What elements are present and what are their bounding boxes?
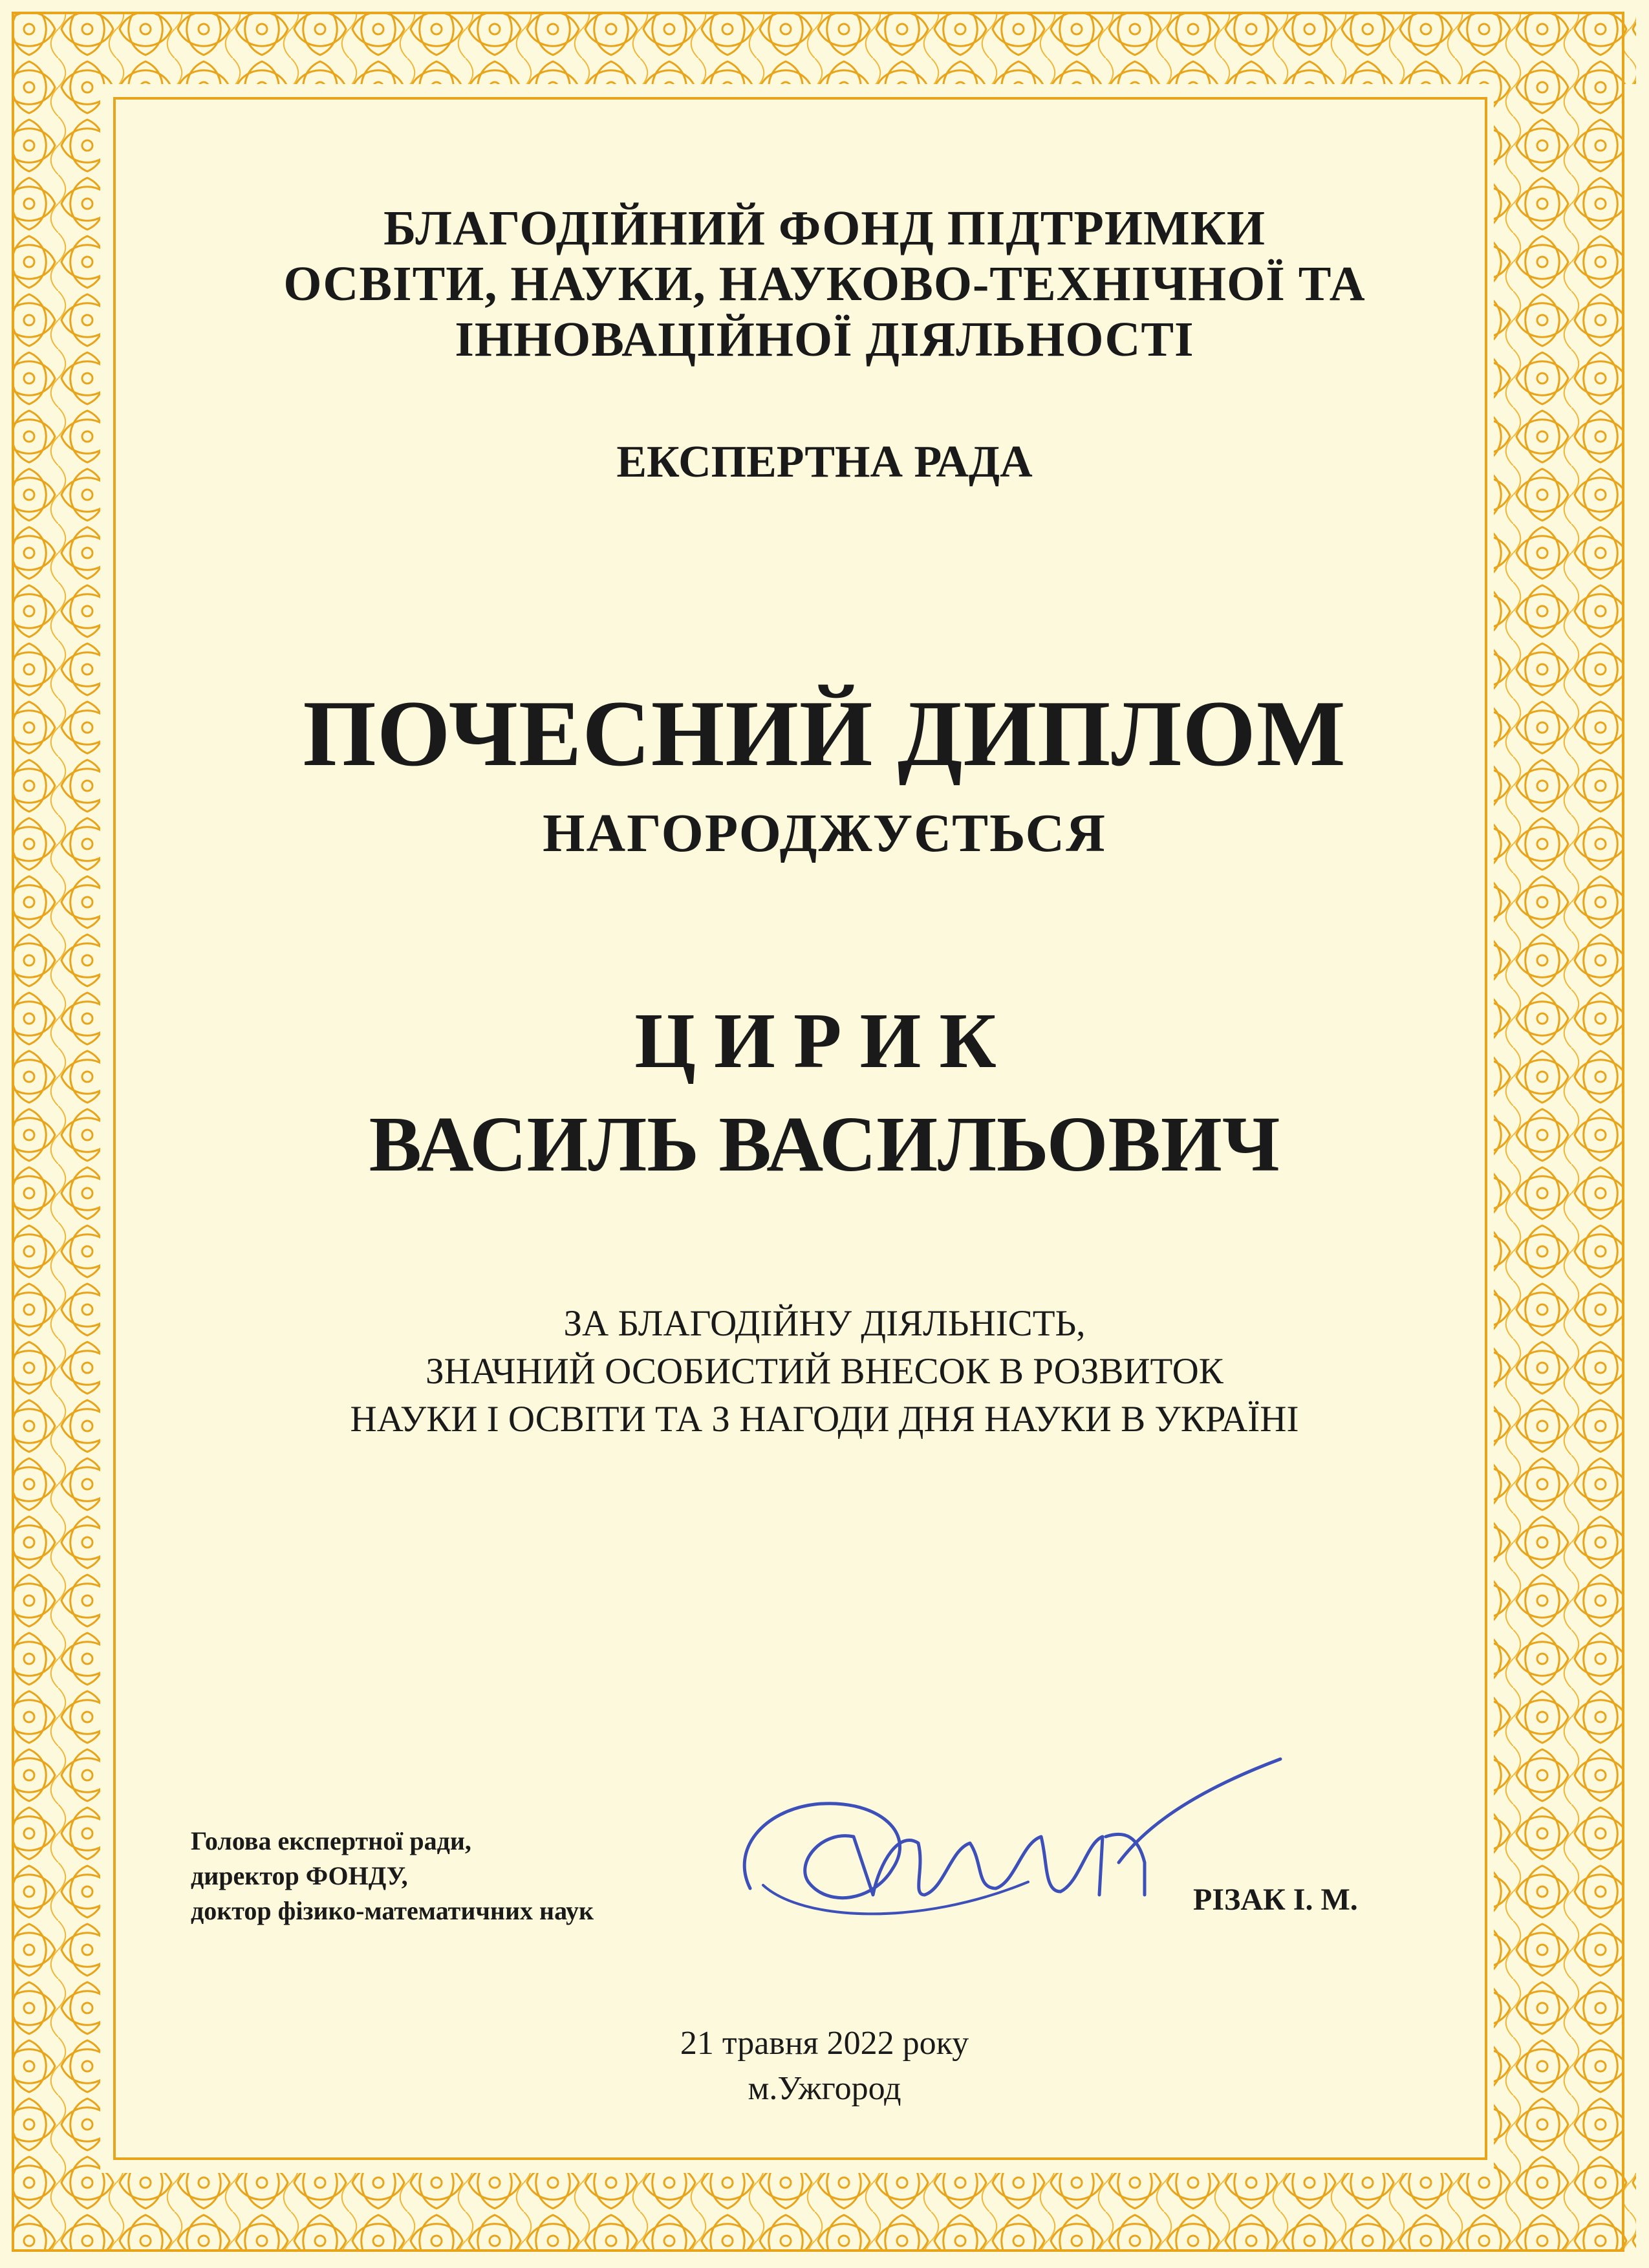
handwritten-signature bbox=[724, 1733, 1293, 1953]
awarded-label: НАГОРОДЖУЄТЬСЯ bbox=[543, 803, 1106, 863]
council-name: ЕКСПЕРТНА РАДА bbox=[616, 437, 1033, 487]
reason-line-3: НАУКИ І ОСВІТИ ТА З НАГОДИ ДНЯ НАУКИ В УКРАЇНІ bbox=[350, 1399, 1299, 1440]
issue-city: м.Ужгород bbox=[748, 2070, 901, 2107]
award-reason bbox=[0, 1300, 1649, 1443]
recipient-given-names: ВАСИЛЬ ВАСИЛЬОВИЧ bbox=[369, 1101, 1280, 1188]
organization-name bbox=[0, 200, 1649, 367]
reason-line-2: ЗНАЧНИЙ ОСОБИСТИЙ ВНЕСОК В РОЗВИТОК bbox=[426, 1351, 1223, 1392]
signatory-name: РІЗАК І. М. bbox=[1193, 1883, 1358, 1917]
signatory-position bbox=[191, 1824, 594, 1928]
diploma-title: ПОЧЕСНИЙ ДИПЛОМ bbox=[303, 681, 1346, 786]
organization-line-2: ОСВІТИ, НАУКИ, НАУКОВО-ТЕХНІЧНОЇ ТА bbox=[283, 257, 1366, 311]
recipient-surname: ЦИРИК bbox=[634, 997, 1015, 1085]
signatory-position-line-3: доктор фізико-математичних наук bbox=[191, 1896, 594, 1925]
signatory-position-line-2: директор ФОНДУ, bbox=[191, 1861, 408, 1890]
issue-date: 21 травня 2022 року bbox=[680, 2025, 969, 2062]
organization-line-1: БЛАГОДІЙНИЙ ФОНД ПІДТРИМКИ bbox=[383, 201, 1266, 255]
organization-line-3: ІННОВАЦІЙНОЇ ДІЯЛЬНОСТІ bbox=[455, 312, 1194, 367]
signatory-position-line-1: Голова експертної ради, bbox=[191, 1826, 471, 1855]
reason-line-1: ЗА БЛАГОДІЙНУ ДІЯЛЬНІСТЬ, bbox=[563, 1303, 1086, 1344]
